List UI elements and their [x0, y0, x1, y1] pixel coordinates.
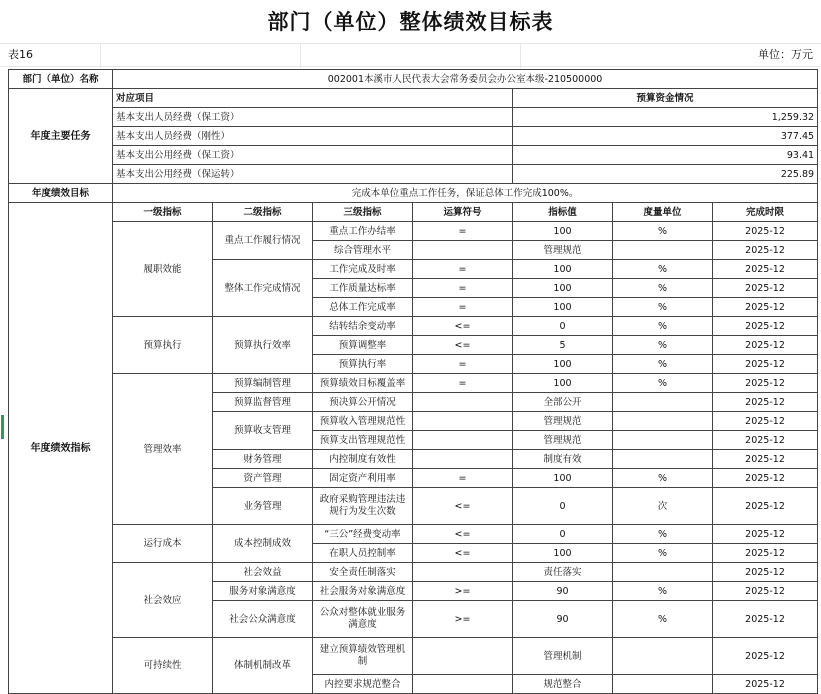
indicator-value: 0 — [513, 525, 613, 544]
indicator-value: 100 — [513, 355, 613, 374]
goal-label: 年度绩效目标 — [9, 184, 113, 203]
indicator-value: 规范整合 — [513, 675, 613, 694]
measure-unit: % — [613, 374, 713, 393]
measure-unit — [613, 563, 713, 582]
indicator-value: 全部公开 — [513, 393, 613, 412]
measure-unit — [613, 450, 713, 469]
deadline: 2025-12 — [713, 412, 818, 431]
measure-unit: % — [613, 582, 713, 601]
row-selection-marker — [1, 415, 4, 439]
operator: <= — [413, 544, 513, 563]
level3-indicator: 预决算公开情况 — [313, 393, 413, 412]
dept-value: 002001本溪市人民代表大会常务委员会办公室本级-210500000 — [113, 70, 818, 89]
measure-unit: % — [613, 260, 713, 279]
operator — [413, 412, 513, 431]
level3-indicator: “三公”经费变动率 — [313, 525, 413, 544]
measure-unit — [613, 241, 713, 260]
deadline: 2025-12 — [713, 222, 818, 241]
level2-indicator: 预算监督管理 — [213, 393, 313, 412]
indicator-value: 100 — [513, 222, 613, 241]
performance-table — [8, 69, 818, 694]
deadline: 2025-12 — [713, 582, 818, 601]
sheet-gridline — [0, 66, 821, 67]
operator — [413, 675, 513, 694]
deadline: 2025-12 — [713, 488, 818, 525]
deadline: 2025-12 — [713, 279, 818, 298]
task-item: 基本支出人员经费（刚性） — [113, 127, 513, 146]
deadline: 2025-12 — [713, 675, 818, 694]
measure-unit: % — [613, 525, 713, 544]
operator — [413, 431, 513, 450]
operator: <= — [413, 488, 513, 525]
indicator-value: 管理规范 — [513, 412, 613, 431]
goal-row — [9, 184, 818, 203]
level3-indicator: 固定资产利用率 — [313, 469, 413, 488]
indicator-row — [9, 563, 818, 582]
deadline: 2025-12 — [713, 450, 818, 469]
operator: = — [413, 260, 513, 279]
measure-unit — [613, 412, 713, 431]
level3-indicator: 工作质量达标率 — [313, 279, 413, 298]
deadline: 2025-12 — [713, 431, 818, 450]
level3-indicator: 工作完成及时率 — [313, 260, 413, 279]
indicator-value: 5 — [513, 336, 613, 355]
deadline: 2025-12 — [713, 469, 818, 488]
deadline: 2025-12 — [713, 355, 818, 374]
indicator-value: 100 — [513, 298, 613, 317]
task-col-budget: 预算资金情况 — [513, 89, 818, 108]
level1-indicator: 履职效能 — [113, 222, 213, 317]
level3-indicator: 安全责任制落实 — [313, 563, 413, 582]
indicator-value: 100 — [513, 469, 613, 488]
deadline: 2025-12 — [713, 525, 818, 544]
operator: <= — [413, 525, 513, 544]
sheet-gridline — [300, 44, 301, 68]
deadline: 2025-12 — [713, 241, 818, 260]
level3-indicator: 重点工作办结率 — [313, 222, 413, 241]
operator: = — [413, 279, 513, 298]
measure-unit: % — [613, 544, 713, 563]
measure-unit: % — [613, 298, 713, 317]
measure-unit: % — [613, 222, 713, 241]
indicator-value: 100 — [513, 279, 613, 298]
task-item: 基本支出公用经费（保工资） — [113, 146, 513, 165]
measure-unit — [613, 393, 713, 412]
deadline: 2025-12 — [713, 374, 818, 393]
operator: <= — [413, 336, 513, 355]
indicator-value: 100 — [513, 374, 613, 393]
level3-indicator: 内控要求规范整合 — [313, 675, 413, 694]
indicator-row — [9, 222, 818, 241]
sheet-gridline — [0, 43, 821, 44]
indicator-value: 100 — [513, 260, 613, 279]
level1-indicator: 运行成本 — [113, 525, 213, 563]
dept-label: 部门（单位）名称 — [9, 70, 113, 89]
table-number: 表16 — [8, 48, 33, 61]
level2-indicator: 预算执行效率 — [213, 317, 313, 374]
indicator-value: 管理规范 — [513, 431, 613, 450]
indicator-value: 90 — [513, 582, 613, 601]
indicators-label: 年度绩效指标 — [9, 203, 113, 694]
header-deadline: 完成时限 — [713, 203, 818, 222]
indicator-row — [9, 317, 818, 336]
level3-indicator: 内控制度有效性 — [313, 450, 413, 469]
sheet-gridline — [100, 44, 101, 68]
level2-indicator: 体制机制改革 — [213, 638, 313, 694]
task-row — [9, 108, 818, 127]
operator: = — [413, 355, 513, 374]
level3-indicator: 预算调整率 — [313, 336, 413, 355]
task-amount: 377.45 — [513, 127, 818, 146]
task-row — [9, 146, 818, 165]
measure-unit — [613, 638, 713, 675]
task-item: 基本支出公用经费（保运转） — [113, 165, 513, 184]
sheet-gridline — [520, 44, 521, 68]
level2-indicator: 重点工作履行情况 — [213, 222, 313, 260]
level3-indicator: 预算收入管理规范性 — [313, 412, 413, 431]
level3-indicator: 公众对整体就业服务满意度 — [313, 601, 413, 638]
measure-unit — [613, 431, 713, 450]
measure-unit: 次 — [613, 488, 713, 525]
task-row — [9, 127, 818, 146]
level2-indicator: 社会公众满意度 — [213, 601, 313, 638]
deadline: 2025-12 — [713, 544, 818, 563]
deadline: 2025-12 — [713, 260, 818, 279]
deadline: 2025-12 — [713, 601, 818, 638]
page-title: 部门（单位）整体绩效目标表 — [267, 10, 554, 34]
measure-unit: % — [613, 336, 713, 355]
measure-unit: % — [613, 355, 713, 374]
level3-indicator: 预算支出管理规范性 — [313, 431, 413, 450]
indicator-row — [9, 638, 818, 675]
level2-indicator: 服务对象满意度 — [213, 582, 313, 601]
level2-indicator: 预算收支管理 — [213, 412, 313, 450]
level2-indicator: 预算编制管理 — [213, 374, 313, 393]
measure-unit: % — [613, 469, 713, 488]
operator: >= — [413, 582, 513, 601]
operator: = — [413, 469, 513, 488]
measure-unit — [613, 675, 713, 694]
measure-unit: % — [613, 601, 713, 638]
level2-indicator: 业务管理 — [213, 488, 313, 525]
operator: = — [413, 222, 513, 241]
level1-indicator: 预算执行 — [113, 317, 213, 374]
level2-indicator: 财务管理 — [213, 450, 313, 469]
level3-indicator: 社会服务对象满意度 — [313, 582, 413, 601]
operator — [413, 563, 513, 582]
level1-indicator: 社会效应 — [113, 563, 213, 638]
indicator-value: 管理规范 — [513, 241, 613, 260]
level3-indicator: 建立预算绩效管理机制 — [313, 638, 413, 675]
deadline: 2025-12 — [713, 298, 818, 317]
dept-row — [9, 70, 818, 89]
indicator-row — [9, 374, 818, 393]
deadline: 2025-12 — [713, 638, 818, 675]
level1-indicator: 可持续性 — [113, 638, 213, 694]
deadline: 2025-12 — [713, 563, 818, 582]
task-row — [9, 165, 818, 184]
indicator-value: 管理机制 — [513, 638, 613, 675]
operator — [413, 241, 513, 260]
operator: >= — [413, 601, 513, 638]
operator — [413, 638, 513, 675]
measure-unit: % — [613, 279, 713, 298]
deadline: 2025-12 — [713, 393, 818, 412]
indicator-value: 90 — [513, 601, 613, 638]
task-amount: 225.89 — [513, 165, 818, 184]
operator — [413, 393, 513, 412]
level1-indicator: 管理效率 — [113, 374, 213, 525]
goal-value: 完成本单位重点工作任务，保证总体工作完成100%。 — [113, 184, 818, 203]
header-level2: 二级指标 — [213, 203, 313, 222]
deadline: 2025-12 — [713, 317, 818, 336]
tasks-label: 年度主要任务 — [9, 89, 113, 184]
operator: = — [413, 374, 513, 393]
level3-indicator: 预算绩效目标覆盖率 — [313, 374, 413, 393]
operator: <= — [413, 317, 513, 336]
header-value: 指标值 — [513, 203, 613, 222]
indicator-value: 责任落实 — [513, 563, 613, 582]
level3-indicator: 综合管理水平 — [313, 241, 413, 260]
task-header-row — [9, 89, 818, 108]
operator — [413, 450, 513, 469]
level2-indicator: 整体工作完成情况 — [213, 260, 313, 317]
indicator-value: 100 — [513, 544, 613, 563]
indicator-header-row — [9, 203, 818, 222]
level3-indicator: 结转结余变动率 — [313, 317, 413, 336]
header-unit: 度量单位 — [613, 203, 713, 222]
operator: = — [413, 298, 513, 317]
task-amount: 1,259.32 — [513, 108, 818, 127]
header-level3: 三级指标 — [313, 203, 413, 222]
level2-indicator: 成本控制成效 — [213, 525, 313, 563]
measure-unit: % — [613, 317, 713, 336]
level2-indicator: 资产管理 — [213, 469, 313, 488]
deadline: 2025-12 — [713, 336, 818, 355]
level3-indicator: 总体工作完成率 — [313, 298, 413, 317]
task-col-item: 对应项目 — [113, 89, 513, 108]
indicator-value: 0 — [513, 317, 613, 336]
level2-indicator: 社会效益 — [213, 563, 313, 582]
indicator-value: 0 — [513, 488, 613, 525]
task-amount: 93.41 — [513, 146, 818, 165]
unit-label: 单位：万元 — [758, 48, 813, 61]
header-operator: 运算符号 — [413, 203, 513, 222]
level3-indicator: 预算执行率 — [313, 355, 413, 374]
header-level1: 一级指标 — [113, 203, 213, 222]
level3-indicator: 在职人员控制率 — [313, 544, 413, 563]
indicator-value: 制度有效 — [513, 450, 613, 469]
indicator-row — [9, 525, 818, 544]
task-item: 基本支出人员经费（保工资） — [113, 108, 513, 127]
level3-indicator: 政府采购管理违法违规行为发生次数 — [313, 488, 413, 525]
